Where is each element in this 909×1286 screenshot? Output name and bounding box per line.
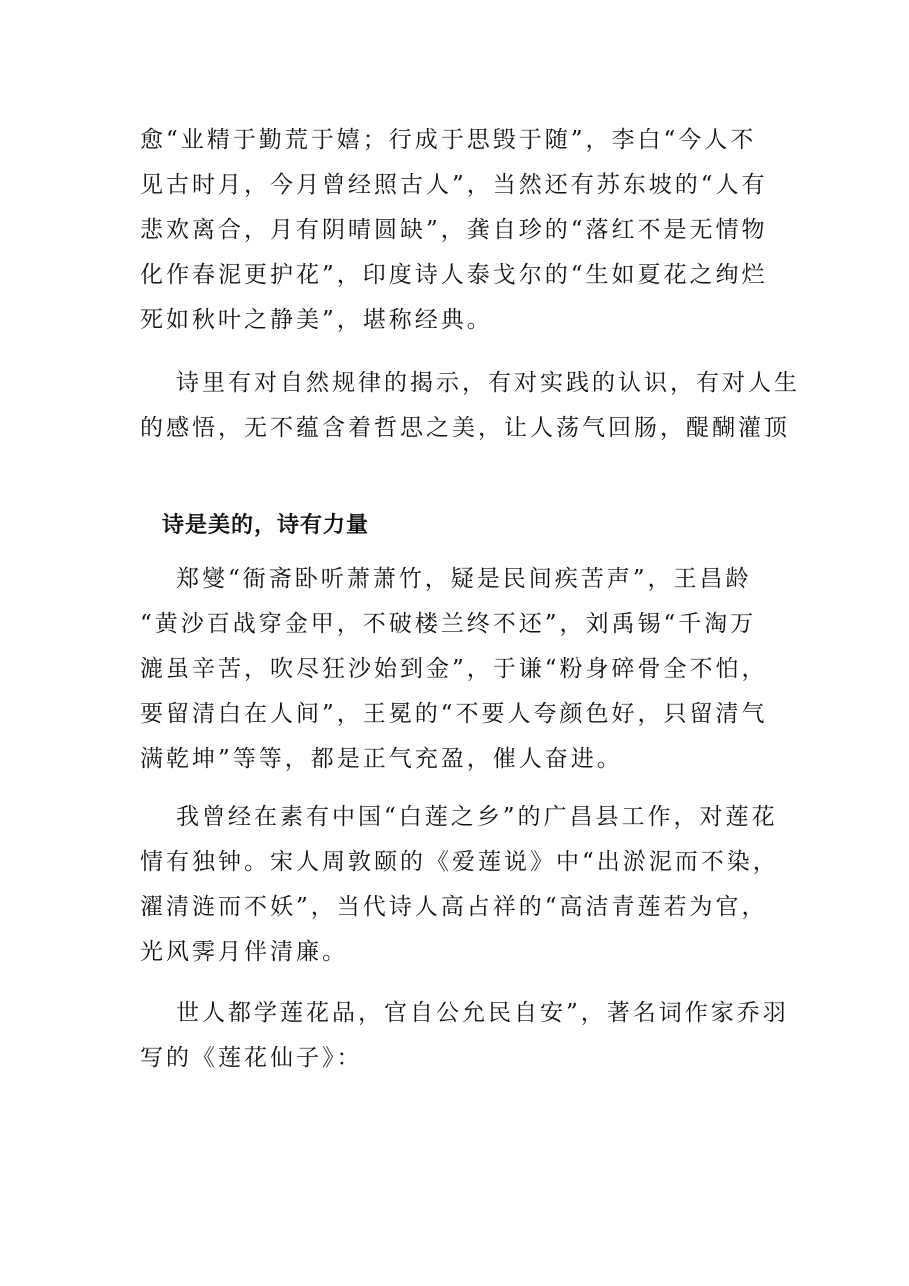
paragraph-3-line-3: 漉虽辛苦，吹尽狂沙始到金”，于谦“粉身碎骨全不怕，: [140, 656, 768, 682]
paragraph-4-line-2: 情有独钟。宋人周敦颐的《爱莲说》中“出淤泥而不染，: [140, 849, 779, 875]
paragraph-3-line-5: 满乾坤”等等，都是正气充盈，催人奋进。: [140, 746, 623, 772]
paragraph-1-line-4: 化作春泥更护花”，印度诗人泰戈尔的“生如夏花之绚烂: [140, 262, 768, 288]
paragraph-1-line-2: 见古时月，今月曾经照古人”，当然还有苏东坡的“人有: [140, 172, 768, 198]
paragraph-1-line-5: 死如秋叶之静美”，堪称经典。: [140, 307, 493, 333]
paragraph-2-line-2: 的感悟，无不蕴含着哲思之美，让人荡气回肠，醍醐灌顶: [140, 415, 790, 441]
paragraph-4-line-4: 光风霁月伴清廉。: [140, 939, 348, 965]
paragraph-3-line-1: 郑燮“衙斋卧听萧萧竹，疑是民间疾苦声”，王昌龄: [176, 566, 752, 592]
paragraph-3-line-4: 要留清白在人间”，王冕的“不要人夸颜色好，只留清气: [140, 701, 768, 727]
paragraph-1-line-3: 悲欢离合，月有阴晴圆缺”，龚自珍的“落红不是无情物: [140, 217, 768, 243]
paragraph-5-line-2: 写的《莲花仙子》：: [140, 1045, 363, 1071]
paragraph-1-line-1: 愈“业精于勤荒于嬉；行成于思毁于随”，李白“今人不: [140, 127, 757, 153]
section-heading: 诗是美的，诗有力量: [162, 513, 370, 538]
paragraph-2-line-1: 诗里有对自然规律的揭示，有对实践的认识，有对人生: [176, 370, 800, 396]
paragraph-3-line-2: “黄沙百战穿金甲，不破楼兰终不还”，刘禹锡“千淘万: [140, 611, 757, 637]
paragraph-5-line-1: 世人都学莲花品，官自公允民自安”，著名词作家乔羽: [176, 1000, 789, 1026]
paragraph-4-line-3: 濯清涟而不妖”，当代诗人高占祥的“高洁青莲若为官，: [140, 894, 768, 920]
paragraph-4-line-1: 我曾经在素有中国“白莲之乡”的广昌县工作，对莲花: [176, 804, 778, 830]
